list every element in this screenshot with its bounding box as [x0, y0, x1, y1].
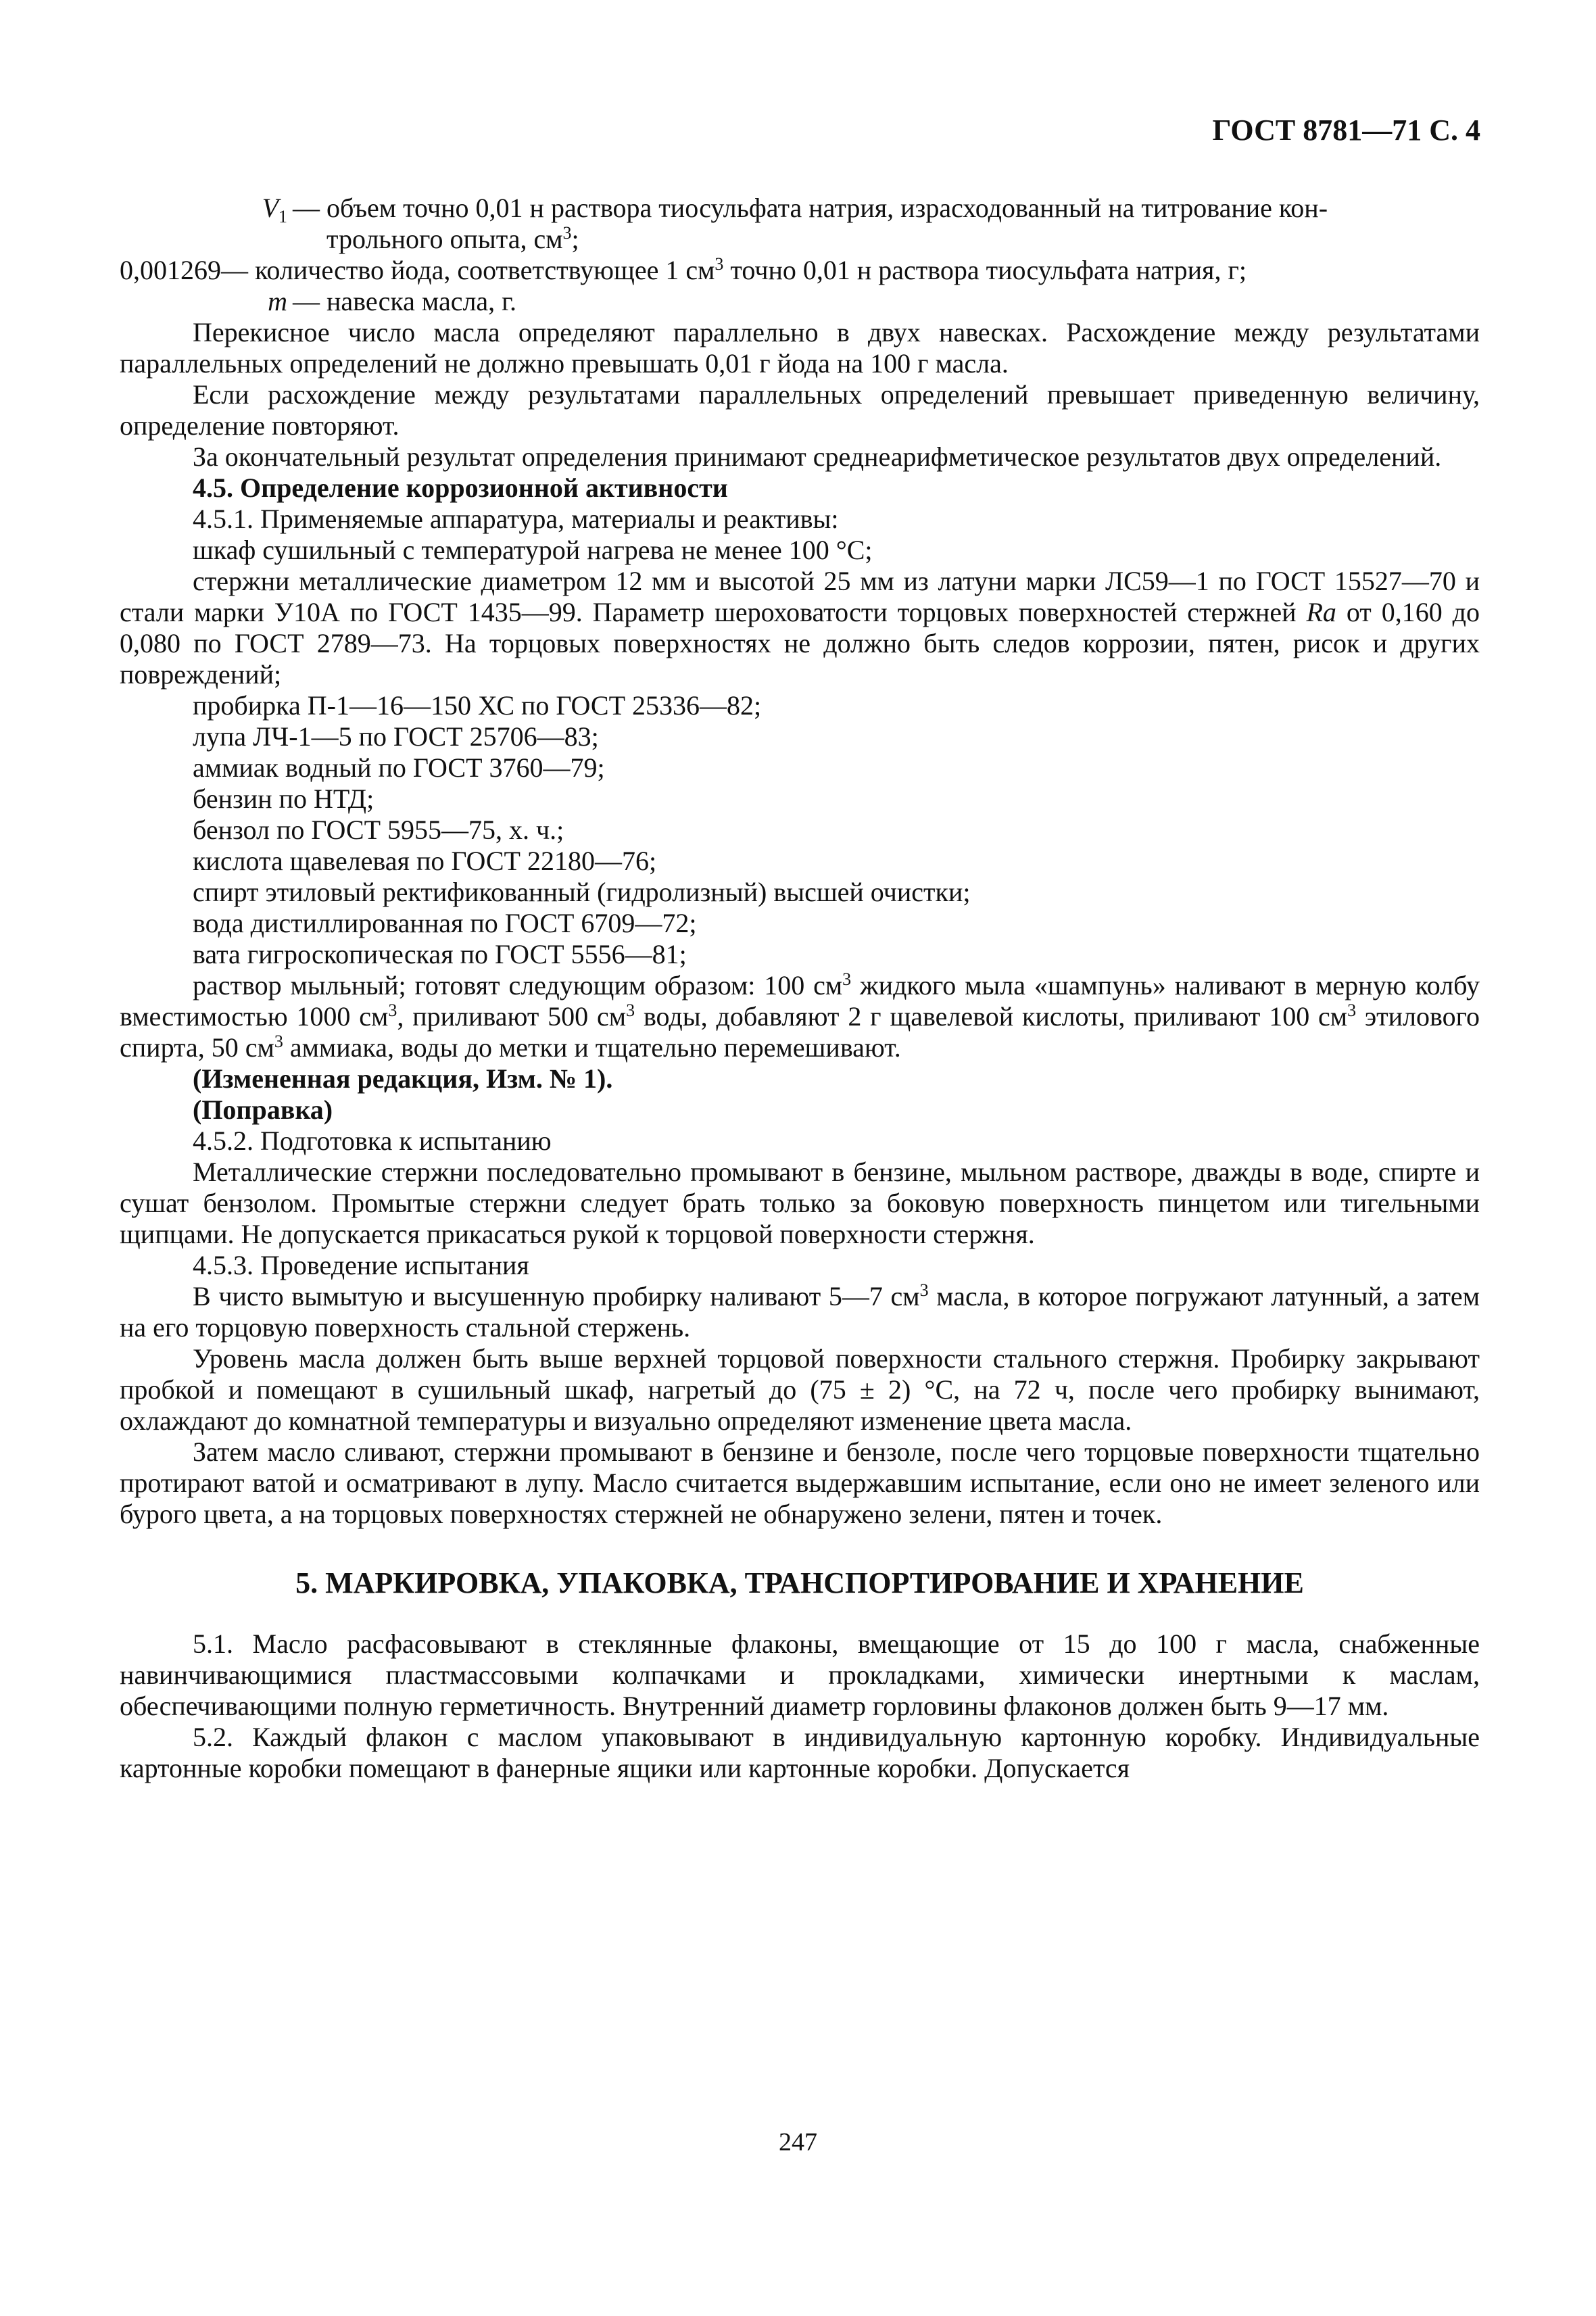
list-item: аммиак водный по ГОСТ 3760—79; — [193, 752, 605, 783]
paragraph-test-oven: Уровень масла должен быть выше верхней торцовой поверхности стального стержня. Пробирку закрывают пробкой и помещают в сушильный шкаф, нагретый до (75 ± 2) °С, на 72 ч, после чего пробирку вынимают, охлаждают до комнатной температуры и визуально определяют изменение цвета масла. — [120, 1343, 1480, 1436]
document-body — [120, 193, 1480, 1784]
definition-text: — объем точно 0,01 н раствора тиосульфата натрия, израсходованный на титрование кон- трольного опыта, $см^3$; — [293, 193, 1328, 254]
list-item-rods: стержни металлические диаметром 12 мм и высотой 25 мм из латуни марки ЛС59—1 по ГОСТ 15527—70 и стали марки У10А по ГОСТ 1435—99. Параметр шероховатости торцовых поверхностей стержней Ra от 0,160 до 0,080 по ГОСТ 2789—73. На торцовых поверхностях не должно быть следов коррозии, пятен, рисок и других повреждений; — [120, 566, 1480, 690]
definition-v1 — [120, 193, 1480, 255]
paragraph-final: За окончательный результат определения принимают среднеарифметическое результатов двух определений. — [193, 441, 1442, 472]
definition-m — [120, 286, 1480, 317]
list-item: вата гигроскопическая по ГОСТ 5556—81; — [193, 939, 687, 969]
list-item: спирт этиловый ректификованный (гидролизный) высшей очистки; — [193, 877, 971, 907]
list-item: вода дистиллированная по ГОСТ 6709—72; — [193, 908, 697, 938]
list-item: пробирка П-1—16—150 ХС по ГОСТ 25336—82; — [193, 690, 762, 721]
page-header: ГОСТ 8781—71 С. 4 — [1212, 114, 1480, 147]
list-item-soap-solution: раствор мыльный; готовят следующим образом: 100 $см^3$ жидкого мыла «шампунь» наливают в мерную колбу вместимостью 1000 $см^3$, приливают 500 $см^3$ воды, добавляют 2 г щавелевой кислоты, приливают 100 $см^3$ этилового спирта, 50 $см^3$ аммиака, воды до метки и тщательно перемешивают. — [120, 969, 1480, 1063]
definition-iodine — [120, 255, 1480, 286]
paragraph-test-result: Затем масло сливают, стержни промывают в бензине и бензоле, после чего торцовые поверхности тщательно протирают ватой и осматривают в лупу. Масло считается выдержавшим испытание, если оно не имеет зеленого или бурого цвета, а на торцовых поверхностях стержней не обнаружено зелени, пятен и точек. — [120, 1437, 1480, 1529]
paragraph-preparation: Металлические стержни последовательно промывают в бензине, мыльном растворе, дважды в воде, спирте и сушат бензолом. Промытые стержни следует брать только за боковую поверхность пинцетом или тигельными щипцами. Не допускается прикасаться рукой к торцовой поверхности стержня. — [120, 1157, 1480, 1249]
subsection-heading-4-5-1: 4.5.1. Применяемые аппаратура, материалы и реактивы: — [193, 504, 839, 534]
paragraph-5-1: 5.1. Масло расфасовывают в стеклянные флаконы, вмещающие от 15 до 100 г масла, снабженные навинчивающимися пластмассовыми колпачками и прокладками, химически инертными к маслам, обеспечивающими полную герметичность. Внутренний диаметр горловины флаконов должен быть 9—17 мм. — [120, 1629, 1480, 1721]
section-heading-4-5: 4.5. Определение коррозионной активности — [193, 473, 728, 503]
list-item: лупа ЛЧ-1—5 по ГОСТ 25706—83; — [193, 721, 599, 752]
list-item-oven: шкаф сушильный с температурой нагрева не менее 100 °С; — [193, 535, 873, 565]
page-number: 247 — [779, 2128, 817, 2156]
section-heading-5: 5. МАРКИРОВКА, УПАКОВКА, ТРАНСПОРТИРОВАНИЕ И ХРАНЕНИЕ — [295, 1566, 1304, 1599]
definition-text: — количество йода, соответствующее 1 $см^3$ точно 0,01 н раствора тиосульфата натрия, г; — [221, 254, 1247, 285]
definition-symbol: 0,001269 — [120, 255, 221, 285]
definition-symbol: $V_1$ — [262, 193, 287, 226]
paragraph-5-2: 5.2. Каждый флакон с маслом упаковывают в индивидуальную картонную коробку. Индивидуальные картонные коробки помещают в фанерные ящики или картонные коробки. Допускается — [120, 1722, 1480, 1783]
list-item: бензол по ГОСТ 5955—75, х. ч.; — [193, 815, 564, 845]
paragraph-test-pour: В чисто вымытую и высушенную пробирку наливают 5—7 $см^3$ масла, в которое погружают латунный, а затем на его торцовую поверхность стальной стержень. — [120, 1280, 1480, 1343]
subsection-heading-4-5-2: 4.5.2. Подготовка к испытанию — [193, 1126, 552, 1156]
list-item: бензин по НТД; — [193, 783, 374, 814]
definition-symbol: m — [268, 286, 287, 316]
paragraph-repeat: Если расхождение между результатами параллельных определений превышает приведенную величину, определение повторяют. — [120, 379, 1480, 441]
subsection-heading-4-5-3: 4.5.3. Проведение испытания — [193, 1250, 529, 1280]
correction-note: (Поправка) — [193, 1094, 333, 1125]
definition-text: — навеска масла, г. — [293, 286, 517, 316]
list-item: кислота щавелевая по ГОСТ 22180—76; — [193, 846, 657, 876]
paragraph-parallel: Перекисное число масла определяют параллельно в двух навесках. Расхождение между результатами параллельных определений не должно превышать 0,01 г йода на 100 г масла. — [120, 317, 1480, 379]
edit-note: (Измененная редакция, Изм. № 1). — [193, 1063, 613, 1094]
